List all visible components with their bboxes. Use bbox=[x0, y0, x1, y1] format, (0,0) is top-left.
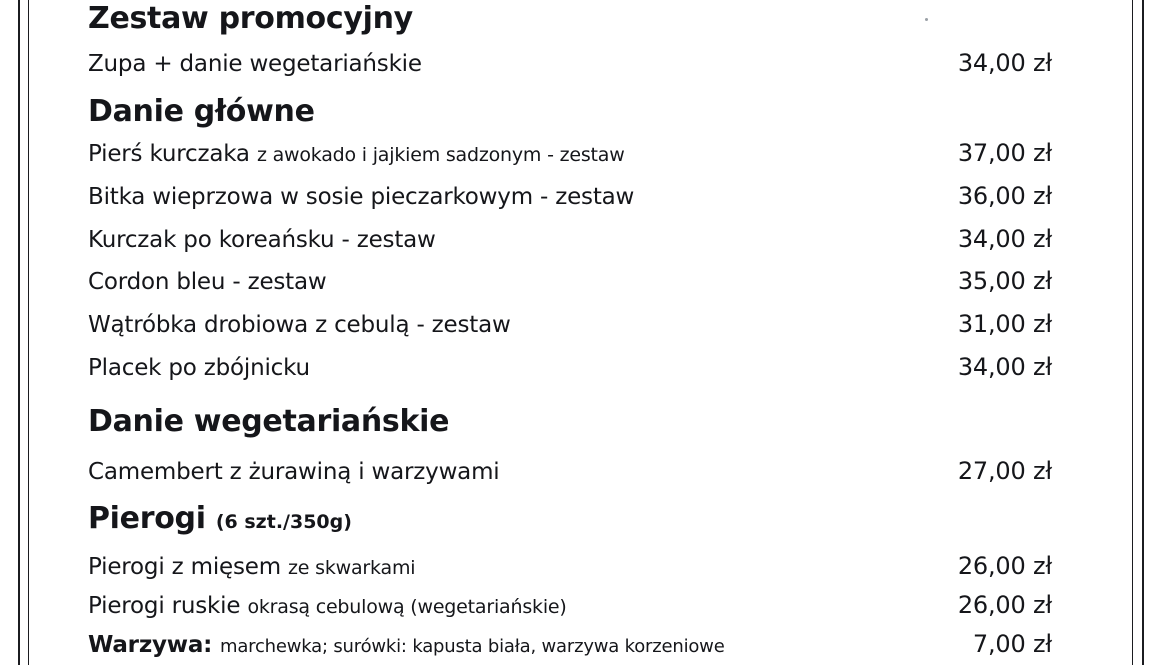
menu-item bbox=[88, 592, 1052, 619]
menu-item-name bbox=[88, 633, 725, 658]
menu-item-name: Cordon bleu - zestaw bbox=[88, 269, 327, 295]
menu-item bbox=[88, 183, 1052, 210]
menu-item-description: okrasą cebulową (wegetariańskie) bbox=[247, 596, 567, 618]
page-border-left-outer bbox=[18, 0, 20, 665]
menu-item-description: ze skwarkami bbox=[288, 557, 416, 579]
menu-item-name-main: Pierogi z mięsem bbox=[88, 554, 281, 580]
section-title-quantity-note: (6 szt./350g) bbox=[215, 511, 352, 533]
menu-item-price: 34,00 zł bbox=[957, 353, 1052, 381]
menu-item-name bbox=[88, 594, 567, 619]
menu-item bbox=[88, 140, 1052, 167]
menu-item bbox=[88, 311, 1052, 338]
page-border-left-inner bbox=[28, 0, 29, 665]
section-title: Danie główne bbox=[88, 94, 315, 129]
section-title: Zestaw promocyjny bbox=[88, 1, 413, 36]
menu-item-price: 37,00 zł bbox=[957, 139, 1052, 167]
menu-item-name bbox=[88, 555, 415, 580]
section-title: Danie wegetariańskie bbox=[88, 404, 450, 439]
menu-item bbox=[88, 354, 1052, 381]
menu-item-name-main: Pierś kurczaka bbox=[88, 141, 250, 167]
section-heading-danie-wegetarianskie bbox=[88, 405, 1052, 438]
menu-item-price: 34,00 zł bbox=[957, 225, 1052, 253]
menu-item-description: marchewka; surówki: kapusta biała, warzywa korzeniowe bbox=[219, 636, 725, 657]
menu-item-price: 31,00 zł bbox=[957, 310, 1052, 338]
menu-item-name bbox=[88, 142, 625, 167]
menu-item-price: 7,00 zł bbox=[972, 630, 1052, 658]
menu-item-name: Kurczak po koreańsku - zestaw bbox=[88, 227, 436, 253]
menu-item bbox=[88, 631, 1052, 658]
page-border-right-inner bbox=[1132, 0, 1133, 665]
menu-item-price: 35,00 zł bbox=[957, 267, 1052, 295]
section-heading-pierogi bbox=[88, 502, 1052, 535]
menu-item bbox=[88, 268, 1052, 295]
section-heading-zestaw-promocyjny bbox=[88, 2, 1052, 35]
menu-item-name: Camembert z żurawiną i warzywami bbox=[88, 459, 500, 485]
menu-item-price: 26,00 zł bbox=[957, 591, 1052, 619]
menu-item bbox=[88, 226, 1052, 253]
menu-item-name: Zupa + danie wegetariańskie bbox=[88, 51, 422, 77]
menu-content bbox=[88, 0, 1052, 665]
menu-item-name: Bitka wieprzowa w sosie pieczarkowym - zestaw bbox=[88, 184, 635, 210]
menu-item-name-main: Warzywa: bbox=[88, 632, 213, 658]
section-heading-danie-glowne bbox=[88, 95, 1052, 128]
menu-item-price: 27,00 zł bbox=[957, 457, 1052, 485]
menu-item-price: 36,00 zł bbox=[957, 182, 1052, 210]
menu-item bbox=[88, 458, 1052, 485]
menu-item-price: 34,00 zł bbox=[957, 49, 1052, 77]
menu-item bbox=[88, 50, 1052, 77]
menu-item-name-main: Pierogi ruskie bbox=[88, 593, 241, 619]
menu-item-description: z awokado i jajkiem sadzonym - zestaw bbox=[256, 144, 625, 166]
menu-item bbox=[88, 553, 1052, 580]
menu-item-price: 26,00 zł bbox=[957, 552, 1052, 580]
page-border-right-outer bbox=[1142, 0, 1144, 665]
menu-item-name: Placek po zbójnicku bbox=[88, 355, 310, 381]
menu-item-name: Wątróbka drobiowa z cebulą - zestaw bbox=[88, 312, 511, 338]
section-title bbox=[88, 502, 1052, 535]
section-title-text: Pierogi bbox=[88, 501, 206, 536]
